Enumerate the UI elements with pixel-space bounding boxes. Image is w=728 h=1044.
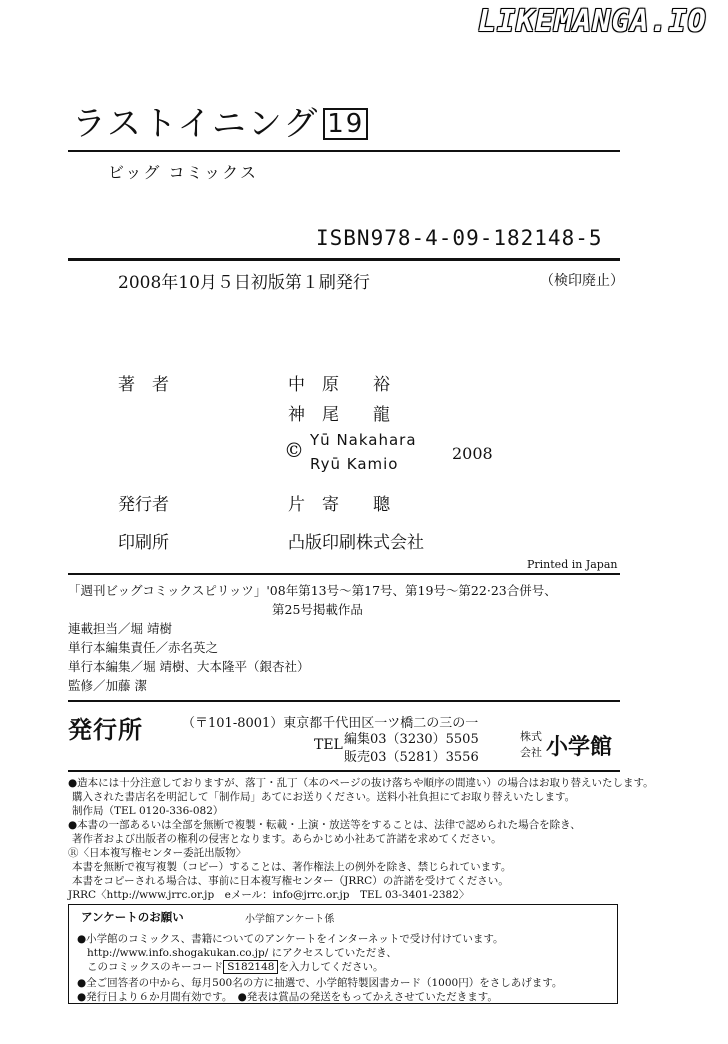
printed-in: Printed in Japan	[527, 558, 618, 571]
company-type-2: 会社	[520, 746, 542, 759]
title-underline	[68, 150, 620, 152]
survey-box	[68, 904, 618, 1004]
survey-keycode-suffix: を入力してください。	[278, 961, 384, 973]
chief-editor-line: 単行本編集責任／赤名英之	[68, 640, 219, 655]
printer-label: 印刷所	[118, 533, 169, 553]
tel-sales: 販売03（5281）3556	[344, 750, 479, 765]
survey-line-2: http://www.info.shogakukan.co.jp/ にアクセスしていただき、	[87, 947, 397, 959]
stamp-note: （検印廃止）	[540, 273, 624, 289]
publication-date: 2008年10月５日初版第１刷発行	[118, 273, 370, 293]
isbn-rule	[68, 258, 620, 261]
note-line: 制作局（TEL 0120-336-082）	[72, 805, 224, 817]
note-line: 購入された書店名を明記して「制作局」あてにお送りください。送料小社負担にてお取り替えいたします。	[72, 791, 576, 803]
supervisor-line: 監修／加藤 潔	[68, 678, 147, 693]
note-line: ●本書の一部あるいは全部を無断で複製・転載・上演・放送等をすることは、法律で認められた場合を除き、	[68, 819, 581, 831]
note-line: 本書をコピーされる場合は、事前に日本複写権センター（JRRC）の許諾を受けてください。	[72, 875, 509, 887]
note-line: Ⓡ〈日本複写権センター委託出版物〉	[68, 847, 247, 859]
book-title	[72, 96, 368, 145]
series-name: ビッグ コミックス	[108, 163, 258, 182]
isbn: ISBN978-4-09-182148-5	[316, 226, 603, 250]
copyright-name-1: Yū Nakahara	[310, 431, 417, 449]
author-1: 中 原 裕	[288, 375, 390, 395]
legal-notes	[68, 776, 654, 902]
author-label: 著 者	[118, 375, 169, 395]
survey-line-3	[87, 959, 383, 974]
serialization-rule	[68, 700, 620, 702]
book-editor-line: 単行本編集／堀 靖樹、大本隆平（銀杏社）	[68, 659, 310, 674]
author-2: 神 尾 龍	[288, 405, 390, 425]
serialization-line-1: 「週刊ビッグコミックスピリッツ」'08年第13号～第17号、第19号～第22·23合併号、	[68, 583, 557, 598]
company-type-1: 株式	[520, 730, 542, 743]
survey-line-5: ●発行日より６か月間有効です。 ●発表は賞品の発送をもってかえさせていただきます。	[77, 991, 498, 1003]
note-line: 著作者および出版者の権利の侵害となります。あらかじめ小社あて許諾を求めてください。	[72, 833, 502, 845]
survey-line-4: ●全ご回答者の中から、毎月500名の方に抽選で、小学館特製図書カード（1000円）をさしあげます。	[77, 977, 563, 989]
printer-name: 凸版印刷株式会社	[288, 533, 424, 553]
credits-rule	[68, 573, 620, 575]
publisher-person-label: 発行者	[118, 495, 169, 515]
survey-dept: 小学館アンケート係	[245, 914, 335, 925]
serialization-line-2: 第25号掲載作品	[272, 602, 363, 617]
title-text: ラストイニング	[72, 104, 320, 144]
survey-title: アンケートのお願い	[81, 910, 184, 924]
company-name: 小学館	[546, 735, 613, 760]
publisher-person: 片 寄 聰	[288, 495, 390, 515]
publisher-address: （〒101-8001）東京都千代田区一ツ橋二の三の一	[182, 716, 479, 731]
survey-line-1: ●小学館のコミックス、書籍についてのアンケートをインターネットで受け付けています。	[77, 933, 504, 945]
copyright-name-2: Ryū Kamio	[310, 455, 399, 473]
volume-number: 19	[323, 108, 368, 140]
watermark: LIKEMANGA.IO	[478, 4, 707, 39]
survey-keycode-prefix: このコミックスのキーコード	[87, 961, 224, 973]
copyright-symbol: ©	[284, 438, 304, 462]
note-line: ●造本には十分注意しておりますが、落丁・乱丁（本のページの抜け落ちや順序の間違い）の場合はお取り替えいたします。	[68, 777, 654, 789]
tel-edit: 編集03（3230）5505	[344, 732, 479, 747]
note-line: JRRC〈http://www.jrrc.or.jp eメール：info@jrrc.or.jp TEL 03-3401-2382〉	[68, 889, 470, 901]
publisher-rule	[68, 770, 620, 772]
copyright-year: 2008	[452, 444, 493, 463]
editor-line: 連載担当／堀 靖樹	[68, 621, 172, 636]
survey-keycode: S182148	[223, 960, 278, 974]
tel-label: TEL	[314, 737, 343, 753]
note-line: 本書を無断で複写複製（コピー）することは、著作権法上の例外を除き、禁じられています。	[72, 861, 512, 873]
publisher-label: 発行所	[68, 716, 143, 744]
